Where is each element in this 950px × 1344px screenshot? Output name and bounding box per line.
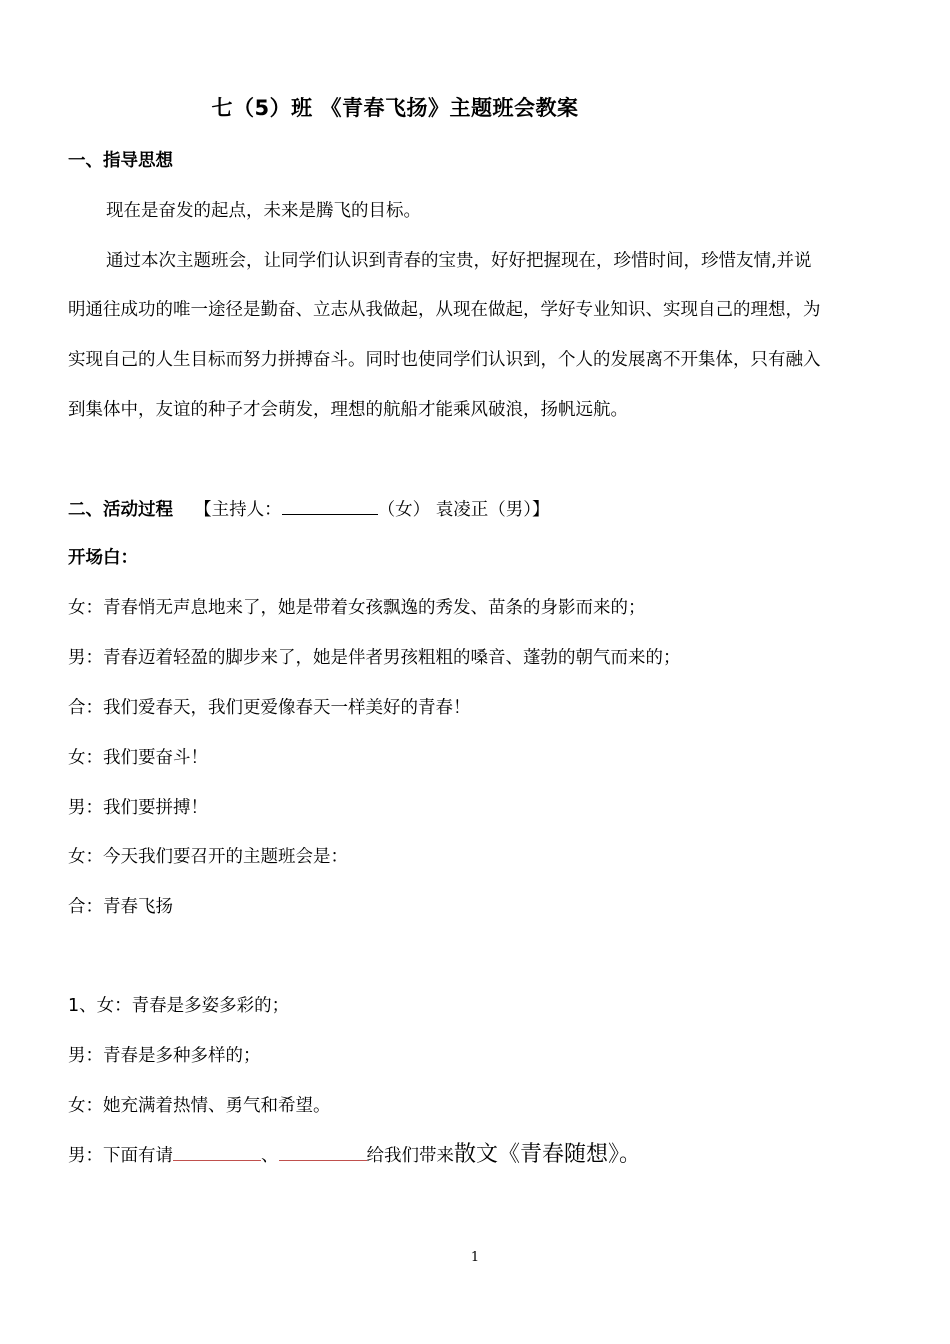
paragraph-line: 通过本次主题班会，让同学们认识到青春的宝贵，好好把握现在，珍惜时间，珍惜友情,并说 [106, 251, 812, 271]
invite-separator: 、 [261, 1146, 279, 1166]
dialogue-line: 男：我们要拼搏！ [68, 798, 208, 818]
section-heading-activity-process: 二、活动过程 [68, 500, 173, 520]
dialogue-line-invite [68, 1142, 641, 1169]
performer-blank-1 [173, 1142, 261, 1161]
dialogue-line: 1、女：青春是多姿多彩的； [68, 996, 290, 1016]
opening-heading: 开场白： [68, 548, 138, 568]
invite-prefix: 男：下面有请 [68, 1146, 173, 1166]
host-female-label: （女） [377, 500, 431, 520]
dialogue-line: 女：今天我们要召开的主题班会是： [68, 847, 348, 867]
host-male-label: 袁凌正（男）】 [435, 500, 550, 520]
page-title: 七（5）班 《青春飞扬》主题班会教案 [211, 96, 579, 120]
paragraph-line: 实现自己的人生目标而努力拼搏奋斗。同时也使同学们认识到，个人的发展离不开集体，只有融入 [68, 350, 821, 370]
section-heading-guiding-ideology: 一、指导思想 [68, 151, 173, 171]
invite-middle: 给我们带来 [366, 1146, 454, 1166]
dialogue-line: 女：青春悄无声息地来了，她是带着女孩飘逸的秀发、苗条的身影而来的； [68, 598, 646, 618]
paragraph-line: 明通往成功的唯一途径是勤奋、立志从我做起，从现在做起，学好专业知识、实现自己的理想，为 [68, 300, 821, 320]
dialogue-line: 合：青春飞扬 [68, 897, 173, 917]
activity-process-line [68, 496, 549, 523]
paragraph-line: 到集体中，友谊的种子才会萌发，理想的航船才能乘风破浪，扬帆远航。 [68, 400, 628, 420]
dialogue-line: 女：我们要奋斗！ [68, 748, 208, 768]
host-female-blank [282, 496, 378, 515]
invite-program-title: 散文《青春随想》 [454, 1142, 620, 1167]
paragraph-line: 现在是奋发的起点，未来是腾飞的目标。 [106, 201, 421, 221]
page-number: 1 [470, 1250, 480, 1265]
dialogue-line: 男：青春是多种多样的； [68, 1046, 261, 1066]
host-label: 【主持人： [194, 500, 282, 520]
dialogue-line: 合：我们爱春天，我们更爱像春天一样美好的青春！ [68, 698, 471, 718]
performer-blank-2 [279, 1142, 367, 1161]
invite-end: 。 [619, 1142, 642, 1167]
dialogue-line: 女：她充满着热情、勇气和希望。 [68, 1096, 331, 1116]
dialogue-line: 男：青春迈着轻盈的脚步来了，她是伴者男孩粗粗的嗓音、蓬勃的朝气而来的； [68, 648, 681, 668]
